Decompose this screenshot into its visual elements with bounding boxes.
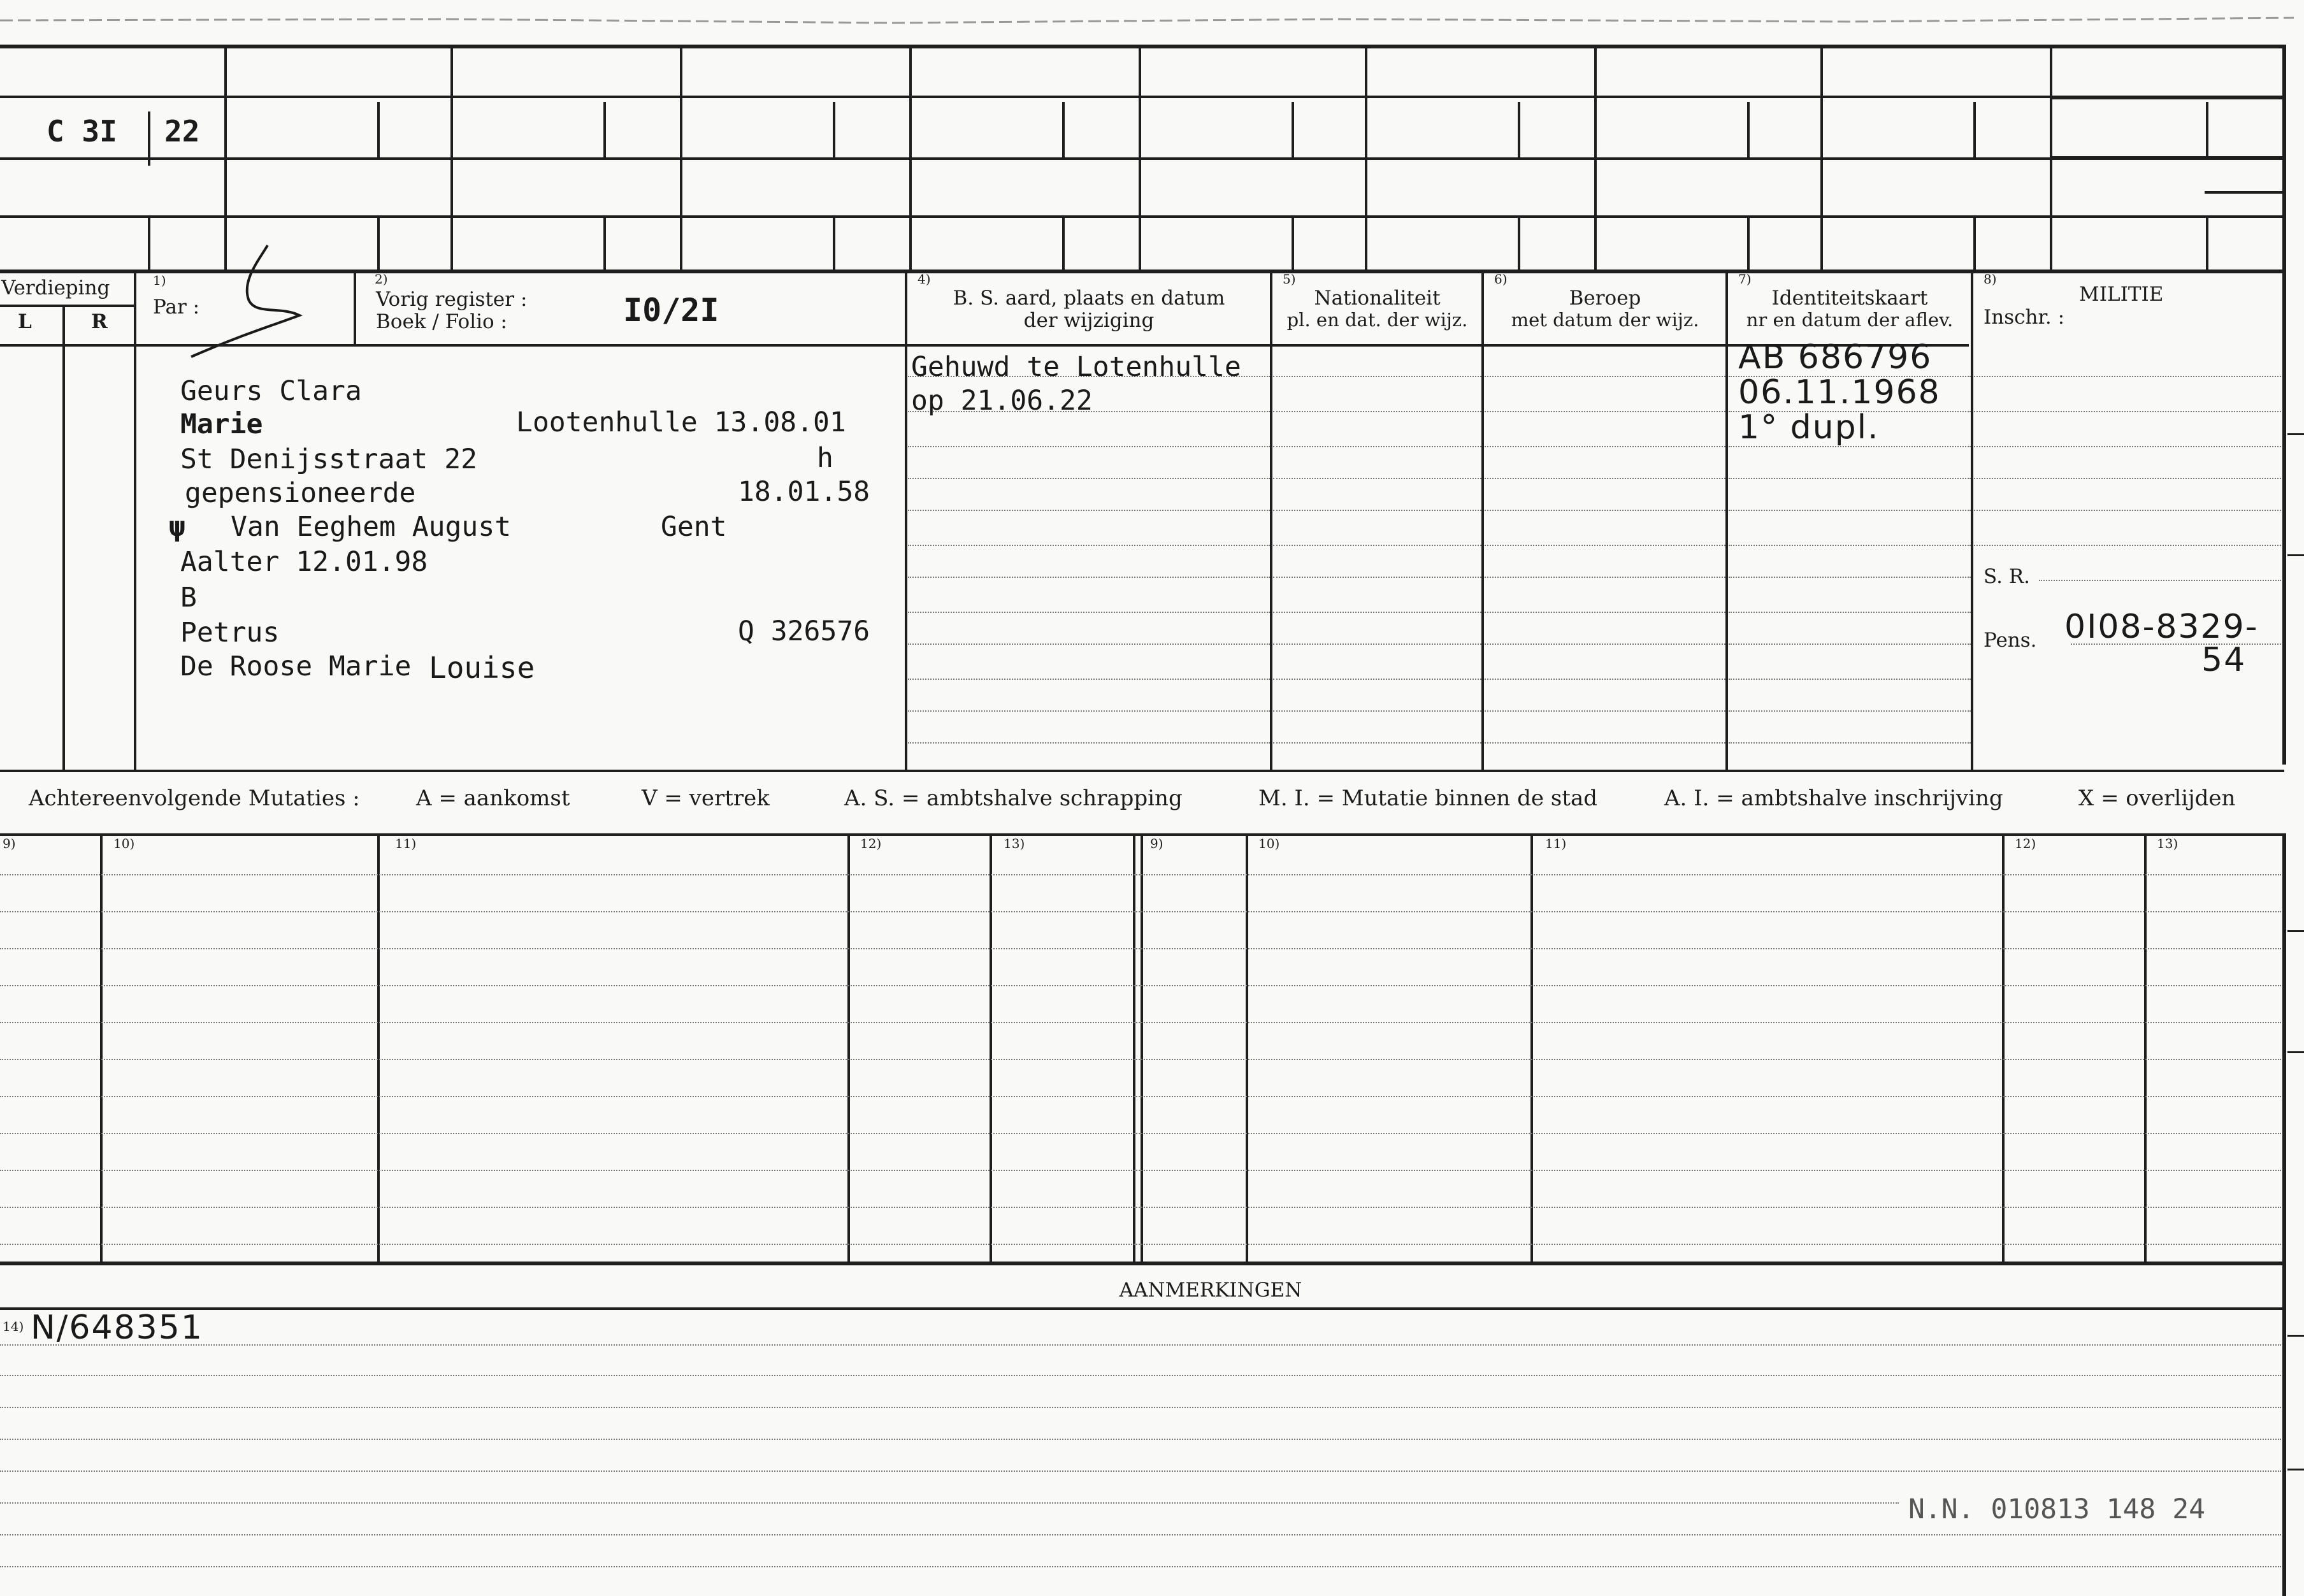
reference-code: Q 326576 [738, 615, 870, 647]
pension-number: 0I08-8329- [2064, 608, 2259, 646]
person-name: Geurs Clara [180, 375, 362, 407]
col7-number: 7) [1738, 271, 1752, 287]
person-address: St Denijsstraat 22 [180, 443, 477, 475]
verdieping-label: Verdieping [1, 277, 110, 299]
floor-right-label: R [91, 310, 108, 333]
vorig-register-label: Vorig register : [376, 288, 528, 311]
nationaliteit-subheader: pl. en dat. der wijz. [1286, 309, 1468, 331]
person-address-note: h [817, 442, 833, 474]
mut-right-col9: 9) [1150, 836, 1163, 851]
id-card-duplicate: 1° dupl. [1738, 408, 1880, 447]
par-label: Par : [153, 296, 200, 319]
sr-label: S. R. [1984, 565, 2031, 588]
spouse-birth: Aalter 12.01.98 [180, 546, 428, 578]
mutation-legend-as: A. S. = ambtshalve schrapping [844, 786, 1183, 811]
register-number: 22 [164, 114, 200, 148]
spouse-symbol-icon: ψ [169, 511, 185, 543]
remarks-number: 14) [3, 1319, 24, 1334]
spouse-name: Van Eeghem August [231, 511, 512, 543]
mut-right-col12: 12) [2015, 836, 2036, 851]
person-first-name: Marie [180, 408, 263, 440]
militie-header: MILITIE [2079, 283, 2164, 306]
mut-left-col11: 11) [395, 836, 417, 851]
bs-header-line1: B. S. aard, plaats en datum [953, 287, 1225, 310]
mutation-legend-a: A = aankomst [416, 786, 570, 811]
col4-number: 4) [918, 271, 931, 287]
mut-left-col13: 13) [1004, 836, 1025, 851]
civil-status-line1: Gehuwd te Lotenhulle [911, 351, 1241, 383]
remarks-title: AANMERKINGEN [1119, 1279, 1302, 1302]
boek-folio-label: Boek / Folio : [376, 310, 507, 333]
boek-folio-value: I0/2I [623, 292, 719, 329]
mut-left-col12: 12) [860, 836, 882, 851]
inschr-label: Inschr. : [1984, 306, 2065, 329]
person-profession-date: 18.01.58 [738, 476, 870, 508]
id-card-date: 06.11.1968 [1738, 373, 1941, 412]
col1-number: 1) [153, 273, 166, 288]
mutations-title: Achtereenvolgende Mutaties : [29, 786, 360, 811]
signature-mark [191, 245, 299, 357]
register-code: C 3I [47, 114, 117, 148]
col6-number: 6) [1494, 271, 1508, 287]
beroep-header: Beroep [1569, 287, 1641, 310]
mother-name-second: Louise [429, 651, 535, 685]
person-profession: gepensioneerde [185, 477, 416, 509]
scan-edge-line [0, 18, 2294, 23]
mutation-legend-v: V = vertrek [642, 786, 770, 811]
bs-header-line2: der wijziging [1023, 309, 1155, 332]
nationality-code: B [180, 582, 197, 614]
mutation-legend-mi: M. I. = Mutatie binnen de stad [1258, 786, 1597, 811]
col2-number: 2) [375, 271, 388, 287]
nationaliteit-header: Nationaliteit [1314, 287, 1441, 310]
identiteitskaart-subheader: nr en datum der aflev. [1746, 309, 1954, 331]
mut-right-col10: 10) [1258, 836, 1280, 851]
mutation-legend-ai: A. I. = ambtshalve inschrijving [1664, 786, 2003, 811]
floor-left-label: L [18, 310, 32, 333]
mutation-legend-x: X = overlijden [2078, 786, 2236, 811]
identiteitskaart-header: Identiteitskaart [1771, 287, 1928, 310]
national-number: N.N. 010813 148 24 [1908, 1493, 2205, 1525]
remarks-value: N/648351 [31, 1309, 203, 1347]
mut-right-col11: 11) [1545, 836, 1567, 851]
id-card-number: AB 686796 [1738, 338, 1933, 377]
mut-left-col10: 10) [113, 836, 135, 851]
mut-left-col9: 9) [3, 836, 16, 851]
beroep-subheader: met datum der wijz. [1511, 309, 1699, 331]
person-birth-place-date: Lootenhulle 13.08.01 [516, 406, 846, 438]
father-name: Petrus [180, 617, 280, 649]
col8-number: 8) [1984, 271, 1997, 287]
spouse-place: Gent [661, 511, 727, 543]
mother-name: De Roose Marie [180, 651, 412, 682]
col5-number: 5) [1283, 271, 1296, 287]
mut-right-col13: 13) [2157, 836, 2178, 851]
pension-number-suffix: 54 [2201, 641, 2247, 679]
civil-status-line2: op 21.06.22 [911, 385, 1093, 417]
pens-label: Pens. [1984, 629, 2037, 652]
